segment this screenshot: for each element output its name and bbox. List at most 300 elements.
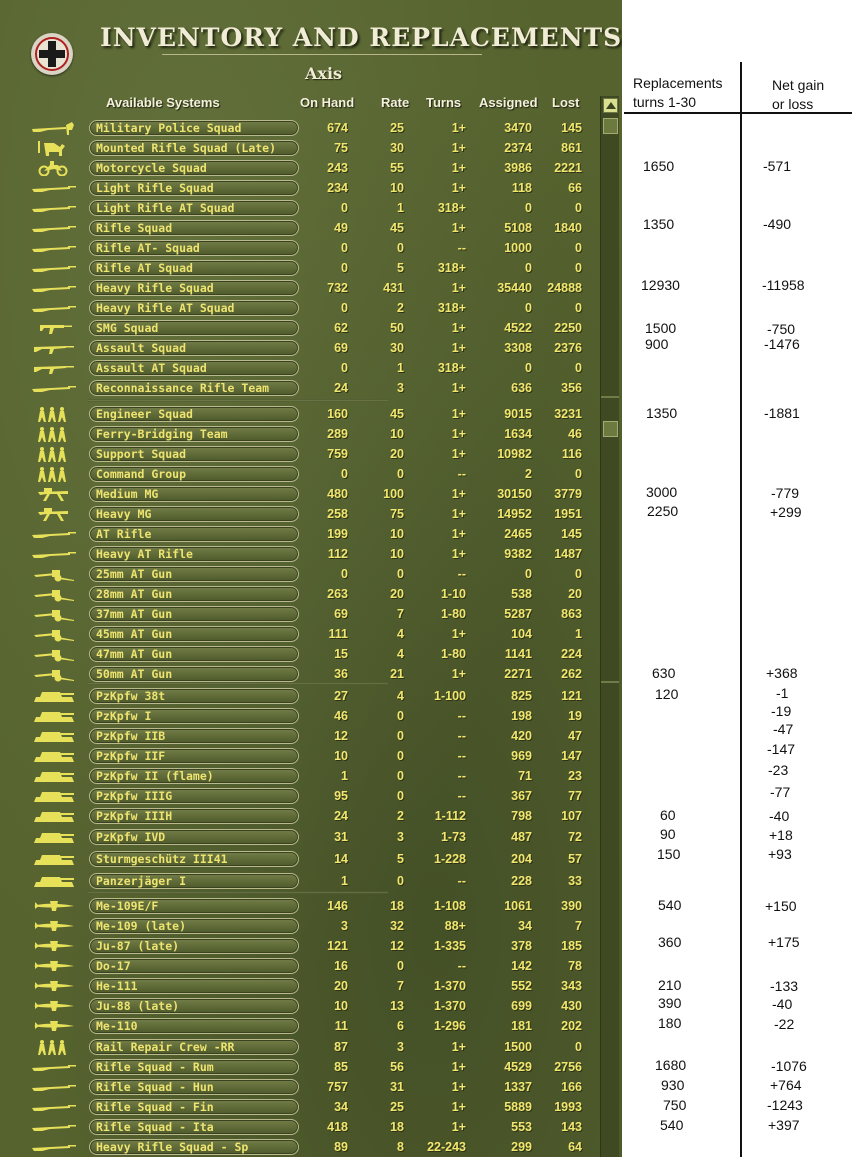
tank-icon — [30, 708, 78, 724]
table-row[interactable] — [0, 178, 600, 198]
title-divider — [162, 54, 482, 55]
replacement-note: 3000 — [646, 484, 678, 500]
table-row[interactable] — [0, 318, 600, 338]
on-hand-value: 24 — [334, 381, 348, 395]
replacement-note: 750 — [663, 1097, 687, 1113]
system-name-button[interactable]: 45mm AT Gun — [89, 626, 299, 642]
table-row[interactable] — [0, 358, 600, 378]
assigned-value: 181 — [511, 1019, 532, 1033]
system-name-button[interactable]: PzKpfw IIIG — [89, 788, 299, 804]
scroll-thumb[interactable] — [603, 118, 618, 134]
turns-value: 1+ — [451, 627, 466, 641]
at-gun-icon — [30, 626, 78, 642]
table-row[interactable] — [0, 976, 600, 996]
assigned-value: 2 — [525, 467, 532, 481]
turns-value: 1-335 — [434, 939, 466, 953]
system-name-button[interactable]: Heavy AT Rifle — [89, 546, 299, 562]
assigned-value: 5287 — [504, 607, 532, 621]
rate-value: 8 — [397, 1140, 404, 1154]
on-hand-value: 234 — [327, 181, 348, 195]
assigned-value: 10982 — [497, 447, 532, 461]
tank-icon — [30, 829, 78, 845]
system-name-button[interactable]: Motorcycle Squad — [89, 160, 299, 176]
tank-icon — [30, 788, 78, 804]
on-hand-value: 0 — [341, 567, 348, 581]
system-name-button[interactable]: Heavy Rifle Squad — [89, 280, 299, 296]
lost-value: 1 — [575, 627, 582, 641]
system-name-button[interactable]: Ju-88 (late) — [89, 998, 299, 1014]
table-row[interactable] — [0, 464, 600, 484]
on-hand-value: 759 — [327, 447, 348, 461]
rate-value: 4 — [397, 647, 404, 661]
table-row[interactable] — [0, 624, 600, 644]
tank-icon — [30, 688, 78, 704]
machine-gun-icon — [30, 506, 78, 522]
table-row[interactable] — [0, 936, 600, 956]
col-header-rate[interactable]: Rate — [381, 95, 410, 110]
assigned-value: 104 — [511, 627, 532, 641]
rate-value: 1 — [397, 361, 404, 375]
system-name-button[interactable]: SMG Squad — [89, 320, 299, 336]
col-header-system[interactable]: Available Systems — [106, 95, 220, 110]
scroll-up-arrow-icon[interactable] — [603, 98, 618, 113]
net-gain-loss-note: +299 — [770, 504, 802, 520]
col-header-turns[interactable]: Turns — [426, 95, 462, 110]
net-gain-loss-note: -1243 — [767, 1097, 803, 1113]
rate-value: 0 — [397, 874, 404, 888]
system-name-button[interactable]: Ju-87 (late) — [89, 938, 299, 954]
lost-value: 47 — [568, 729, 582, 743]
table-row[interactable] — [0, 424, 600, 444]
turns-value: 22-243 — [427, 1140, 466, 1154]
table-row[interactable] — [0, 726, 600, 746]
system-name-button[interactable]: PzKpfw IIIH — [89, 808, 299, 824]
section-divider — [88, 682, 388, 685]
tank-icon — [30, 808, 78, 824]
lost-value: 23 — [568, 769, 582, 783]
net-gain-loss-note: -1881 — [764, 405, 800, 421]
lost-value: 77 — [568, 789, 582, 803]
rifle-icon — [30, 1059, 78, 1075]
table-row[interactable] — [0, 1057, 600, 1077]
rate-value: 20 — [390, 587, 404, 601]
net-gain-loss-note: -147 — [767, 741, 796, 757]
table-row[interactable] — [0, 584, 600, 604]
at-gun-icon — [30, 666, 78, 682]
lost-value: 0 — [575, 567, 582, 581]
rate-value: 10 — [390, 527, 404, 541]
col-header-lost[interactable]: Lost — [552, 95, 580, 110]
scroll-thumb-secondary[interactable] — [603, 421, 618, 437]
tank-icon — [30, 768, 78, 784]
rate-value: 75 — [390, 507, 404, 521]
scroll-tick — [601, 396, 619, 398]
rate-value: 3 — [397, 1040, 404, 1054]
table-row[interactable] — [0, 746, 600, 766]
lost-value: 390 — [561, 899, 582, 913]
table-row[interactable] — [0, 278, 600, 298]
on-hand-value: 258 — [327, 507, 348, 521]
on-hand-value: 674 — [327, 121, 348, 135]
table-row[interactable] — [0, 404, 600, 424]
system-name-button[interactable]: Me-110 — [89, 1018, 299, 1034]
soldiers-icon — [30, 1039, 78, 1055]
table-row[interactable] — [0, 504, 600, 524]
rifle-icon — [30, 220, 78, 236]
turns-value: -- — [457, 874, 466, 888]
notes-header-divider — [624, 112, 852, 114]
rate-value: 0 — [397, 959, 404, 973]
table-row[interactable] — [0, 444, 600, 464]
assigned-value: 1141 — [504, 647, 532, 661]
turns-value: 1+ — [451, 141, 466, 155]
on-hand-value: 31 — [334, 830, 348, 844]
table-row[interactable] — [0, 1077, 600, 1097]
replacement-note: 12930 — [641, 277, 680, 293]
turns-value: 1+ — [451, 161, 466, 175]
rate-value: 30 — [390, 141, 404, 155]
lost-value: 145 — [561, 527, 582, 541]
turns-value: 1-73 — [440, 830, 466, 844]
assigned-value: 3986 — [504, 161, 532, 175]
table-row[interactable] — [0, 198, 600, 218]
system-name-button[interactable]: He-111 — [89, 978, 299, 994]
assigned-value: 142 — [511, 959, 532, 973]
rate-value: 7 — [397, 607, 404, 621]
system-name-button[interactable]: Ferry-Bridging Team — [89, 426, 299, 442]
system-name-button[interactable]: 25mm AT Gun — [89, 566, 299, 582]
system-name-button[interactable]: Rifle Squad - Rum — [89, 1059, 299, 1075]
table-row[interactable] — [0, 1117, 600, 1137]
lost-value: 66 — [568, 181, 582, 195]
table-row[interactable] — [0, 158, 600, 178]
replacement-note: 1680 — [655, 1057, 687, 1073]
lost-value: 185 — [561, 939, 582, 953]
system-name-button[interactable]: Panzerjäger I — [89, 873, 299, 889]
table-row[interactable] — [0, 238, 600, 258]
assigned-value: 9382 — [504, 547, 532, 561]
turns-value: -- — [457, 729, 466, 743]
assigned-value: 1000 — [504, 241, 532, 255]
turns-value: 1+ — [451, 507, 466, 521]
system-name-button[interactable]: PzKpfw 38t — [89, 688, 299, 704]
table-row[interactable] — [0, 871, 600, 891]
assigned-value: 2374 — [504, 141, 532, 155]
rate-value: 32 — [390, 919, 404, 933]
net-gain-loss-note: -47 — [773, 721, 794, 737]
replacement-note: 120 — [655, 686, 679, 702]
system-name-button[interactable]: Assault Squad — [89, 340, 299, 356]
table-row[interactable] — [0, 118, 600, 138]
col-header-on-hand[interactable]: On Hand — [300, 95, 355, 110]
net-gain-loss-note: -22 — [774, 1016, 795, 1032]
turns-value: 1-296 — [434, 1019, 466, 1033]
lost-value: 1487 — [554, 547, 582, 561]
notes-header-net-1: Net gain — [772, 77, 825, 93]
lost-value: 2221 — [554, 161, 582, 175]
assigned-value: 1337 — [504, 1080, 532, 1094]
replacement-note: 930 — [661, 1077, 685, 1093]
turns-value: 1+ — [451, 1040, 466, 1054]
on-hand-value: 199 — [327, 527, 348, 541]
on-hand-value: 1 — [341, 769, 348, 783]
turns-value: 1+ — [451, 321, 466, 335]
on-hand-value: 12 — [334, 729, 348, 743]
table-row[interactable] — [0, 956, 600, 976]
on-hand-value: 112 — [327, 547, 348, 561]
lost-value: 3779 — [554, 487, 582, 501]
table-row[interactable] — [0, 524, 600, 544]
table-row[interactable] — [0, 298, 600, 318]
page-title: INVENTORY AND REPLACEMENTS — [100, 23, 622, 52]
system-name-button[interactable]: Rifle Squad - Ita — [89, 1119, 299, 1135]
table-row[interactable] — [0, 896, 600, 916]
turns-value: 1+ — [451, 407, 466, 421]
system-name-button[interactable]: Support Squad — [89, 446, 299, 462]
turns-value: -- — [457, 467, 466, 481]
lost-value: 78 — [568, 959, 582, 973]
system-name-button[interactable]: Rifle Squad — [89, 220, 299, 236]
lost-value: 861 — [561, 141, 582, 155]
assigned-value: 420 — [511, 729, 532, 743]
rate-value: 5 — [397, 852, 404, 866]
on-hand-value: 418 — [327, 1120, 348, 1134]
table-row[interactable] — [0, 686, 600, 706]
turns-value: 1+ — [451, 547, 466, 561]
assigned-value: 118 — [511, 181, 532, 195]
lost-value: 19 — [568, 709, 582, 723]
aircraft-icon — [30, 998, 78, 1014]
lost-value: 0 — [575, 301, 582, 315]
rate-value: 10 — [390, 181, 404, 195]
table-row[interactable] — [0, 1137, 600, 1157]
assigned-value: 2271 — [504, 667, 532, 681]
rate-value: 18 — [390, 1120, 404, 1134]
system-name-button[interactable]: Assault AT Squad — [89, 360, 299, 376]
turns-value: 1-370 — [434, 979, 466, 993]
table-row[interactable] — [0, 706, 600, 726]
replacement-note: 150 — [657, 846, 681, 862]
assigned-value: 553 — [511, 1120, 532, 1134]
system-name-button[interactable]: 28mm AT Gun — [89, 586, 299, 602]
system-name-button[interactable]: Sturmgeschütz III41 — [89, 851, 299, 867]
lost-value: 2756 — [554, 1060, 582, 1074]
scroll-tick — [601, 681, 619, 683]
rifle-icon — [30, 546, 78, 562]
rate-value: 18 — [390, 899, 404, 913]
rate-value: 25 — [390, 1100, 404, 1114]
system-name-button[interactable]: PzKpfw IVD — [89, 829, 299, 845]
net-gain-loss-note: +368 — [766, 665, 798, 681]
system-name-button[interactable]: Me-109 (late) — [89, 918, 299, 934]
at-gun-icon — [30, 646, 78, 662]
col-header-assigned[interactable]: Assigned — [479, 95, 538, 110]
on-hand-value: 20 — [334, 979, 348, 993]
table-row[interactable] — [0, 218, 600, 238]
aircraft-icon — [30, 918, 78, 934]
lost-value: 356 — [561, 381, 582, 395]
system-name-button[interactable]: PzKpfw IIF — [89, 748, 299, 764]
system-name-button[interactable]: Rifle AT Squad — [89, 260, 299, 276]
lost-value: 2376 — [554, 341, 582, 355]
system-name-button[interactable]: AT Rifle — [89, 526, 299, 542]
rate-value: 20 — [390, 447, 404, 461]
table-row[interactable] — [0, 1097, 600, 1117]
table-row[interactable] — [0, 484, 600, 504]
rifle-icon — [30, 200, 78, 216]
soldiers-icon — [30, 466, 78, 482]
table-row[interactable] — [0, 766, 600, 786]
on-hand-value: 69 — [334, 607, 348, 621]
lost-value: 0 — [575, 201, 582, 215]
on-hand-value: 0 — [341, 201, 348, 215]
rate-value: 50 — [390, 321, 404, 335]
on-hand-value: 10 — [334, 999, 348, 1013]
turns-value: 1-108 — [434, 899, 466, 913]
assigned-value: 0 — [525, 301, 532, 315]
rifle-icon — [30, 280, 78, 296]
turns-value: 318+ — [437, 201, 466, 215]
turns-value: 1-228 — [434, 852, 466, 866]
turns-value: 1-80 — [440, 607, 466, 621]
table-row[interactable] — [0, 849, 600, 869]
table-row[interactable] — [0, 996, 600, 1016]
aircraft-icon — [30, 938, 78, 954]
turns-value: 318+ — [437, 301, 466, 315]
rate-value: 0 — [397, 789, 404, 803]
net-gain-loss-note: -571 — [763, 158, 792, 174]
on-hand-value: 0 — [341, 467, 348, 481]
system-name-button[interactable]: Rifle Squad - Fin — [89, 1099, 299, 1115]
rate-value: 3 — [397, 381, 404, 395]
turns-value: 88+ — [444, 919, 466, 933]
notes-header-replacements-1: Replacements — [633, 75, 723, 91]
table-row[interactable] — [0, 664, 600, 684]
system-name-button[interactable]: PzKpfw IIB — [89, 728, 299, 744]
turns-value: 1-112 — [434, 809, 466, 823]
assigned-value: 636 — [511, 381, 532, 395]
system-name-button[interactable]: Rail Repair Crew -RR — [89, 1039, 299, 1055]
system-name-button[interactable]: Me-109E/F — [89, 898, 299, 914]
system-name-button[interactable]: Rifle Squad - Hun — [89, 1079, 299, 1095]
lost-value: 0 — [575, 241, 582, 255]
table-row[interactable] — [0, 916, 600, 936]
system-name-button[interactable]: Do-17 — [89, 958, 299, 974]
rate-value: 0 — [397, 567, 404, 581]
table-row[interactable] — [0, 378, 600, 398]
turns-value: 1-80 — [440, 647, 466, 661]
on-hand-value: 0 — [341, 241, 348, 255]
turns-value: -- — [457, 769, 466, 783]
system-name-button[interactable]: Heavy Rifle Squad - Sp — [89, 1139, 299, 1155]
lost-value: 33 — [568, 874, 582, 888]
system-name-button[interactable]: Engineer Squad — [89, 406, 299, 422]
assigned-value: 1061 — [504, 899, 532, 913]
tank-icon — [30, 748, 78, 764]
lost-value: 46 — [568, 427, 582, 441]
rifle-icon — [30, 1079, 78, 1095]
system-name-button[interactable]: Military Police Squad — [89, 120, 299, 136]
table-row[interactable] — [0, 1037, 600, 1057]
system-name-button[interactable]: Heavy MG — [89, 506, 299, 522]
system-name-button[interactable]: Rifle AT- Squad — [89, 240, 299, 256]
net-gain-loss-note: -779 — [771, 485, 800, 501]
system-name-button[interactable]: Heavy Rifle AT Squad — [89, 300, 299, 316]
replacement-note: 210 — [658, 977, 682, 993]
on-hand-value: 11 — [334, 1019, 348, 1033]
assault-rifle-icon — [30, 360, 78, 376]
rifle-icon — [30, 300, 78, 316]
assigned-value: 30150 — [497, 487, 532, 501]
at-gun-icon — [30, 586, 78, 602]
lost-value: 0 — [575, 467, 582, 481]
system-name-button[interactable]: 37mm AT Gun — [89, 606, 299, 622]
rate-value: 25 — [390, 121, 404, 135]
soldiers-icon — [30, 426, 78, 442]
replacement-note: 900 — [645, 336, 669, 352]
assigned-value: 0 — [525, 201, 532, 215]
on-hand-value: 36 — [334, 667, 348, 681]
assigned-value: 35440 — [497, 281, 532, 295]
notes-header-replacements-2: turns 1-30 — [633, 94, 697, 110]
table-row[interactable] — [0, 827, 600, 847]
assigned-value: 3470 — [504, 121, 532, 135]
lost-value: 1993 — [554, 1100, 582, 1114]
on-hand-value: 75 — [334, 141, 348, 155]
scrollbar[interactable] — [600, 96, 619, 1157]
system-name-button[interactable]: PzKpfw I — [89, 708, 299, 724]
system-name-button[interactable]: Command Group — [89, 466, 299, 482]
lost-value: 145 — [561, 121, 582, 135]
replacement-note: 630 — [652, 665, 676, 681]
lost-value: 7 — [575, 919, 582, 933]
turns-value: 1+ — [451, 221, 466, 235]
net-gain-loss-note: -77 — [770, 784, 791, 800]
table-row[interactable] — [0, 258, 600, 278]
lost-value: 64 — [568, 1140, 582, 1154]
table-row[interactable] — [0, 138, 600, 158]
system-name-button[interactable]: Light Rifle Squad — [89, 180, 299, 196]
system-name-button[interactable]: Mounted Rifle Squad (Late) — [89, 140, 299, 156]
on-hand-value: 62 — [334, 321, 348, 335]
system-name-button[interactable]: 50mm AT Gun — [89, 666, 299, 682]
net-gain-loss-note: -11958 — [762, 277, 805, 293]
system-name-button[interactable]: Medium MG — [89, 486, 299, 502]
turns-value: -- — [457, 241, 466, 255]
on-hand-value: 111 — [328, 627, 348, 641]
system-name-button[interactable]: PzKpfw II (flame) — [89, 768, 299, 784]
assigned-value: 5889 — [504, 1100, 532, 1114]
system-name-button[interactable]: Light Rifle AT Squad — [89, 200, 299, 216]
rate-value: 3 — [397, 830, 404, 844]
on-hand-value: 27 — [334, 689, 348, 703]
net-gain-loss-note: +397 — [768, 1117, 800, 1133]
on-hand-value: 14 — [334, 852, 348, 866]
table-row[interactable] — [0, 644, 600, 664]
lost-value: 0 — [575, 361, 582, 375]
turns-value: 318+ — [437, 361, 466, 375]
table-row[interactable] — [0, 338, 600, 358]
table-row[interactable] — [0, 806, 600, 826]
table-row[interactable] — [0, 564, 600, 584]
system-name-button[interactable]: Reconnaissance Rifle Team — [89, 380, 299, 396]
system-name-button[interactable]: 47mm AT Gun — [89, 646, 299, 662]
table-row[interactable] — [0, 544, 600, 564]
table-row[interactable] — [0, 1016, 600, 1036]
turns-value: -- — [457, 789, 466, 803]
table-row[interactable] — [0, 604, 600, 624]
table-row[interactable] — [0, 786, 600, 806]
